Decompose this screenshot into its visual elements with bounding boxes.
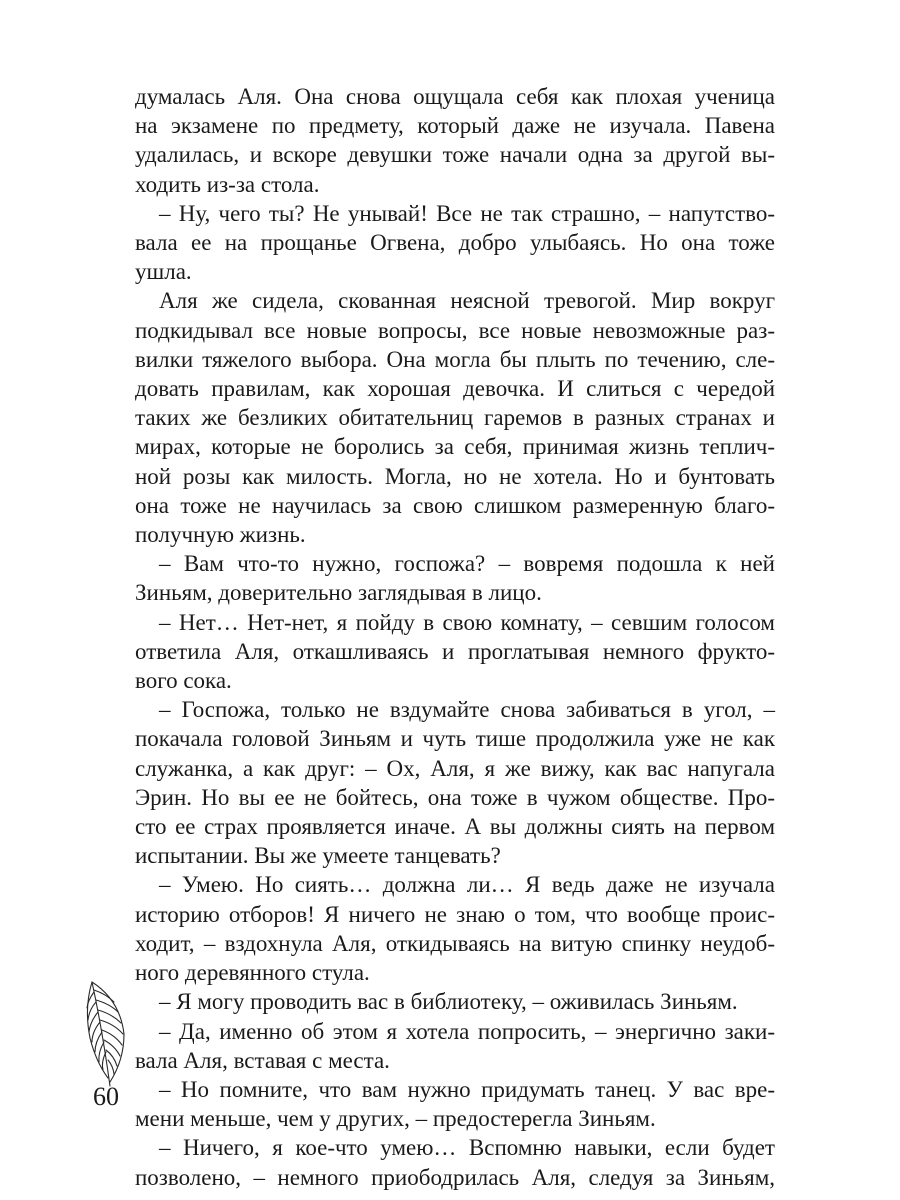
text-line: ходить из-за стола. [135,171,320,197]
text-line: вого сока. [135,668,232,694]
paragraph [135,549,775,607]
paragraph [135,987,775,1016]
text-line: подкидывал все новые вопросы, все новые невозможные раз- [135,317,775,343]
text-line: – Госпожа, только не вздумайте снова забиваться в угол, – [159,697,775,723]
text-line: на экзамене по предмету, который даже не изучала. Павена [135,113,775,139]
paragraph [135,608,775,696]
text-line: ной розы как милость. Могла, но не хотела. Но и бунтовать [135,463,775,489]
body-text [135,82,775,1192]
text-line: мирах, которые не боролись за себя, принимая жизнь теплич- [135,434,775,460]
text-line: ушла. [135,259,192,285]
page-number: 60 [93,1082,119,1111]
paragraph [135,286,775,549]
text-line: – Я могу проводить вас в библиотеку, – оживилась Зиньям. [159,989,738,1015]
text-line: – Ничего, я кое-что умею… Вспомню навыки, если будет [159,1135,775,1161]
text-line: вала Аля, вставая с места. [135,1047,390,1073]
text-line: ходит, – вздохнула Аля, откидываясь на витую спинку неудоб- [135,930,775,956]
text-line: Эрин. Но вы ее не бойтесь, она тоже в чужом обществе. Про- [135,784,775,810]
text-line: – Ну, чего ты? Не унывай! Все не так страшно, – напутство- [159,200,775,226]
text-line: она тоже не научилась за свою слишком размеренную благо- [135,492,775,518]
text-line: – Нет… Нет-нет, я пойду в свою комнату, – севшим голосом [159,609,775,635]
text-line: мени меньше, чем у других, – предостерегла Зиньям. [135,1106,656,1132]
text-line: таких же безликих обитательниц гаремов в разных странах и [135,405,775,431]
text-line: сто ее страх проявляется иначе. А вы должны сиять на первом [135,814,775,840]
text-line: довать правилам, как хорошая девочка. И слиться с чередой [135,376,775,402]
text-line: испытании. Вы же умеете танцевать? [135,843,501,869]
text-line: Зиньям, доверительно заглядывая в лицо. [135,580,542,606]
text-line: ного деревянного стула. [135,960,370,986]
text-line: удалилась, и вскоре девушки тоже начали одна за другой вы- [135,142,775,168]
paragraph [135,1133,775,1191]
text-line: – Да, именно об этом я хотела попросить, – энергично заки- [159,1018,775,1044]
text-line: вала ее на прощанье Огвена, добро улыбаясь. Но она тоже [135,230,775,256]
paragraph [135,870,775,987]
text-line: ответила Аля, откашливаясь и проглатывая немного фрукто- [135,638,775,664]
text-line: историю отборов! Я ничего не знаю о том, что вообще проис- [135,901,775,927]
text-line: – Вам что-то нужно, госпожа? – вовремя подошла к ней [159,551,775,577]
paragraph [135,199,775,287]
text-line: покачала головой Зиньям и чуть тише продолжила уже не как [135,726,775,752]
text-line: служанка, а как друг: – Ох, Аля, я же вижу, как вас напугала [135,755,775,781]
text-line: – Умею. Но сиять… должна ли… Я ведь даже не изучала [159,872,775,898]
paragraph [135,1017,775,1075]
text-line: – Но помните, что вам нужно придумать танец. У вас вре- [159,1076,775,1102]
text-line: получную жизнь. [135,522,306,548]
text-line: позволено, – немного приободрилась Аля, следуя за Зиньям, [135,1164,775,1190]
paragraph [135,1075,775,1133]
text-line: вилки тяжелого выбора. Она могла бы плыть по течению, сле- [135,346,775,372]
paragraph [135,695,775,870]
paragraph [135,82,775,199]
text-line: Аля же сидела, скованная неясной тревогой. Мир вокруг [159,288,775,314]
feather-icon [80,978,130,1088]
text-line: думалась Аля. Она снова ощущала себя как плохая ученица [135,84,775,109]
